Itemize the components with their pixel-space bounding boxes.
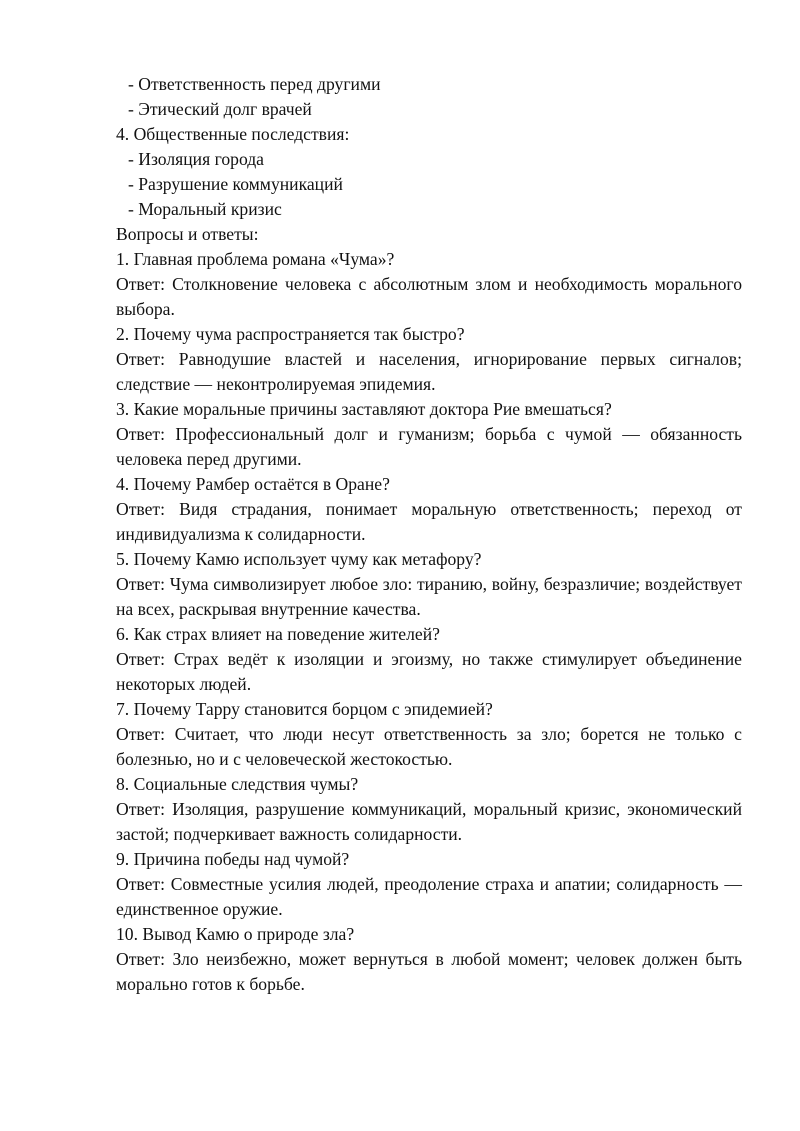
question: 10. Вывод Камю о природе зла? [116,924,355,944]
list-item: - Ответственность перед другими [128,74,381,94]
list-item: - Разрушение коммуникаций [128,174,343,194]
answer: Ответ: Зло неизбежно, может вернуться в любой момент; человек должен быть морально готов к борьбе. [116,949,742,994]
answer: Ответ: Считает, что люди несут ответственность за зло; борется не только с болезнью, но и с человеческой жестокостью. [116,724,742,769]
answer: Ответ: Изоляция, разрушение коммуникаций, моральный кризис, экономический застой; подчеркивает важность солидарности. [116,799,742,844]
question: 9. Причина победы над чумой? [116,849,350,869]
question: 6. Как страх влияет на поведение жителей? [116,624,440,644]
answer: Ответ: Профессиональный долг и гуманизм; борьба с чумой — обязанность человека перед другими. [116,424,742,469]
answer: Ответ: Столкновение человека с абсолютным злом и необходимость морального выбора. [116,274,742,319]
question: 4. Почему Рамбер остаётся в Оране? [116,474,390,494]
answer: Ответ: Страх ведёт к изоляции и эгоизму, но также стимулирует объединение некоторых людей. [116,649,742,694]
qa-list [116,247,742,997]
qa-item [116,847,742,922]
list-item: - Изоляция города [128,149,264,169]
question: 2. Почему чума распространяется так быстро? [116,324,465,344]
qa-item [116,922,742,997]
qa-item [116,622,742,697]
qa-item [116,247,742,322]
answer: Ответ: Равнодушие властей и населения, игнорирование первых сигналов; следствие — неконтролируемая эпидемия. [116,349,742,394]
top-list [116,72,742,222]
list-item: - Моральный кризис [128,199,282,219]
qa-item [116,472,742,547]
qa-item [116,772,742,847]
qa-item [116,547,742,622]
question: 1. Главная проблема романа «Чума»? [116,249,395,269]
answer: Ответ: Видя страдания, понимает моральную ответственность; переход от индивидуализма к солидарности. [116,499,742,544]
qa-item [116,697,742,772]
document-page [116,72,742,997]
qa-item [116,322,742,397]
section-heading: 4. Общественные последствия: [116,124,350,144]
qa-item [116,397,742,472]
answer: Ответ: Совместные усилия людей, преодоление страха и апатии; солидарность — единственное оружие. [116,874,742,919]
list-item: - Этический долг врачей [128,99,312,119]
question: 8. Социальные следствия чумы? [116,774,359,794]
question: 5. Почему Камю использует чуму как метафору? [116,549,482,569]
qa-heading: Вопросы и ответы: [116,224,259,244]
question: 7. Почему Тарру становится борцом с эпидемией? [116,699,493,719]
question: 3. Какие моральные причины заставляют доктора Рие вмешаться? [116,399,612,419]
answer: Ответ: Чума символизирует любое зло: тиранию, войну, безразличие; воздействует на всех, раскрывая внутренние качества. [116,574,742,619]
